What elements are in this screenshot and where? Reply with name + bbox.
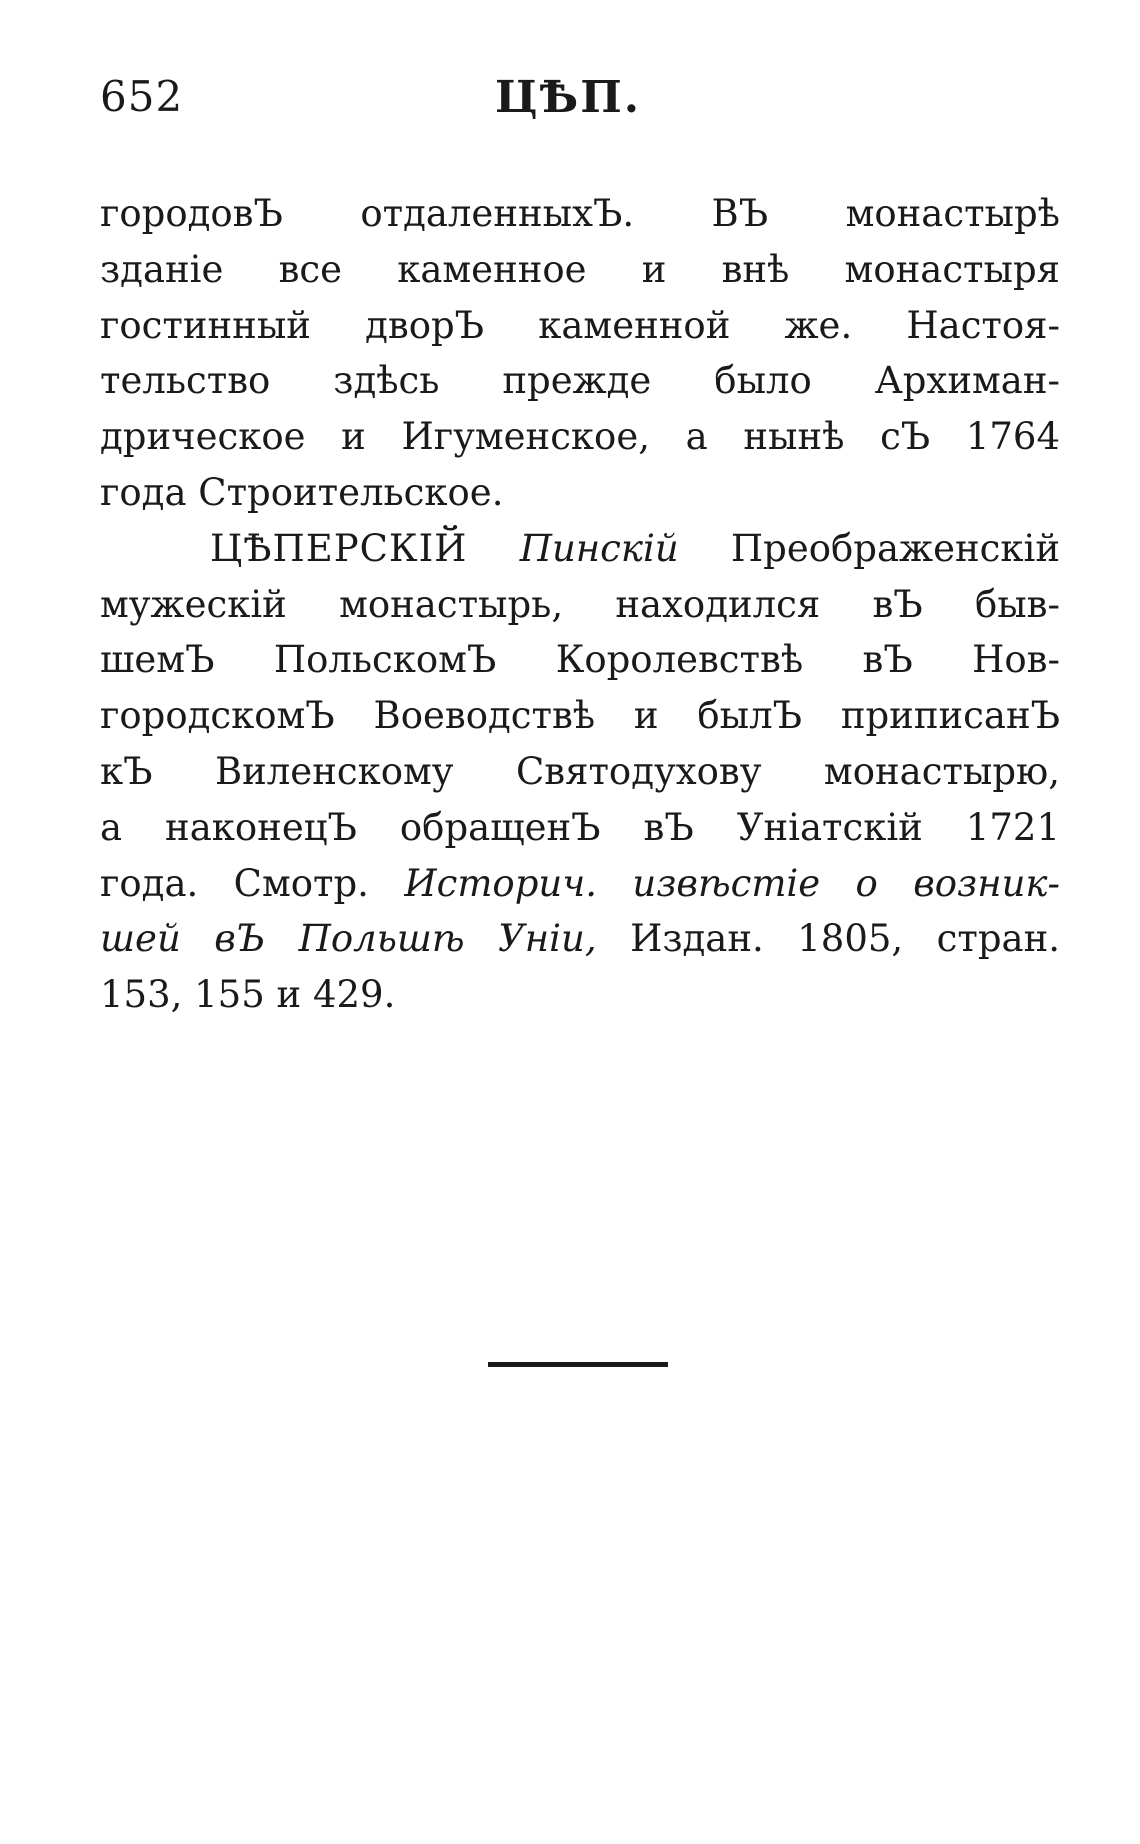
page-header (100, 72, 1060, 132)
reference-line (100, 911, 1060, 967)
text-line: гостинный дворЪ каменной же. Настоя- (100, 303, 1060, 347)
reference-see: года. Смотр. (100, 861, 369, 905)
entry-location: Пинскій (519, 526, 679, 570)
reference-line (100, 856, 1060, 912)
body-text (100, 186, 1060, 1023)
entry-paragraph (100, 521, 1060, 1023)
text-line: кЪ Виленскому Святодухову монастырю, (100, 749, 1060, 793)
paragraph-continuation (100, 186, 1060, 521)
section-divider (488, 1362, 668, 1367)
entry-name: Преображенскій (730, 526, 1060, 570)
running-head: ЦѢП. (495, 72, 642, 123)
text-line: зданіе все каменное и внѣ монастыря (100, 247, 1060, 291)
text-line: городскомЪ Воеводствѣ и былЪ приписанЪ (100, 694, 1060, 738)
reference-title: Историч. извѣстіе о возник- (404, 861, 1060, 905)
text-line: городовЪ отдаленныхЪ. ВЪ монастырѣ (100, 192, 1060, 235)
text-line: года Строительское. (100, 470, 504, 514)
reference-edition: Издан. 1805, стран. (630, 917, 1061, 961)
reference-title-cont: шей вЪ Польшѣ Уніи, (100, 917, 597, 961)
entry-title: ЦѢПЕРСКІЙ (210, 526, 468, 570)
text-line: мужескій монастырь, находился вЪ быв- (100, 582, 1060, 626)
reference-pages: 153, 155 и 429. (100, 973, 396, 1017)
text-line: тельство здѣсь прежде было Архиман- (100, 359, 1060, 403)
entry-first-line (100, 521, 1060, 577)
text-line: шемЪ ПольскомЪ Королевствѣ вЪ Нов- (100, 638, 1060, 682)
page-number: 652 (100, 72, 184, 121)
text-line: а наконецЪ обращенЪ вЪ Уніатскій 1721 (100, 805, 1060, 849)
text-line: дрическое и Игуменское, а нынѣ сЪ 1764 (100, 415, 1060, 459)
